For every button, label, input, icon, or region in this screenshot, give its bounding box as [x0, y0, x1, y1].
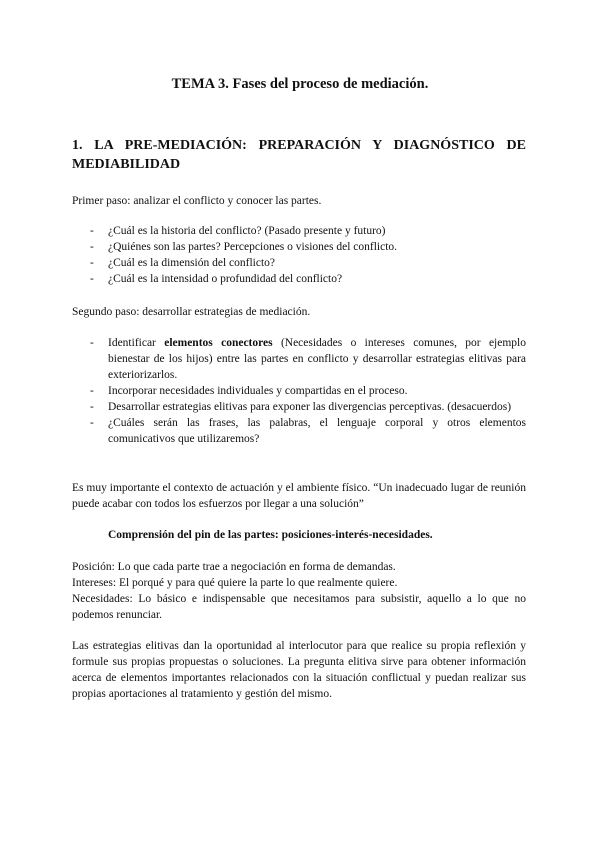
item-text-bold: elementos conectores — [164, 337, 273, 349]
section-heading-line1: 1. LA PRE-MEDIACIÓN: PREPARACIÓN Y DIAGNÓSTICO DE — [72, 138, 526, 153]
list-item — [72, 335, 526, 383]
section-heading-line2: MEDIABILIDAD — [72, 157, 181, 172]
step1-paragraph: Primer paso: analizar el conflicto y conocer las partes. — [72, 195, 322, 207]
context-paragraph: Es muy importante el contexto de actuación y el ambiente físico. “Un inadecuado lugar de reunión puede acabar con todos los esfuerzos por llegar a una solución” — [72, 482, 526, 510]
item-text-post: (Necesidades o intereses comunes, por ejemplo bienestar de los hijos) entre las partes en conflicto y desarrollar estrategias elitivas para exteriorizarlos. — [108, 337, 526, 381]
subheading: Comprensión del pin de las partes: posiciones-interés-necesidades. — [108, 529, 433, 541]
definition-intereses: Intereses: El porqué y para qué quiere la parte lo que realmente quiere. — [72, 577, 398, 589]
list-item: - Incorporar necesidades individuales y compartidas en el proceso. — [72, 383, 526, 399]
step2-paragraph: Segundo paso: desarrollar estrategias de mediación. — [72, 306, 311, 318]
step1-list — [72, 223, 526, 287]
section-heading — [72, 136, 526, 174]
definitions — [72, 559, 526, 623]
list-item: - ¿Cuál es la historia del conflicto? (Pasado presente y futuro) — [72, 223, 526, 239]
list-item: - ¿Quiénes son las partes? Percepciones o visiones del conflicto. — [72, 239, 526, 255]
list-item: - ¿Cuál es la dimensión del conflicto? — [72, 255, 526, 271]
list-item: - Desarrollar estrategias elitivas para exponer las divergencias perceptivas. (desacuerdos) — [72, 399, 526, 415]
definition-necesidades: Necesidades: Lo básico e indispensable que necesitamos para subsistir, aquello a lo que no podemos renunciar. — [72, 593, 526, 621]
page-title: TEMA 3. Fases del proceso de mediación. — [171, 76, 429, 92]
step2-list — [72, 335, 526, 447]
final-paragraph: Las estrategias elitivas dan la oportunidad al interlocutor para que realice su propia reflexión y formule sus propias propuestas o soluciones. La pregunta elitiva sirve para obtener información acerca de elementos importantes relacionados con la situación conflictual y puedan realizar sus propias aportaciones al tratamiento y gestión del mismo. — [72, 640, 526, 700]
item-text-pre: Identificar — [108, 337, 165, 349]
list-item: - ¿Cuál es la intensidad o profundidad del conflicto? — [72, 271, 526, 287]
definition-posicion: Posición: Lo que cada parte trae a negociación en forma de demandas. — [72, 561, 396, 573]
list-item: - ¿Cuáles serán las frases, las palabras, el lenguaje corporal y otros elementos comunicativos que utilizaremos? — [72, 415, 526, 447]
